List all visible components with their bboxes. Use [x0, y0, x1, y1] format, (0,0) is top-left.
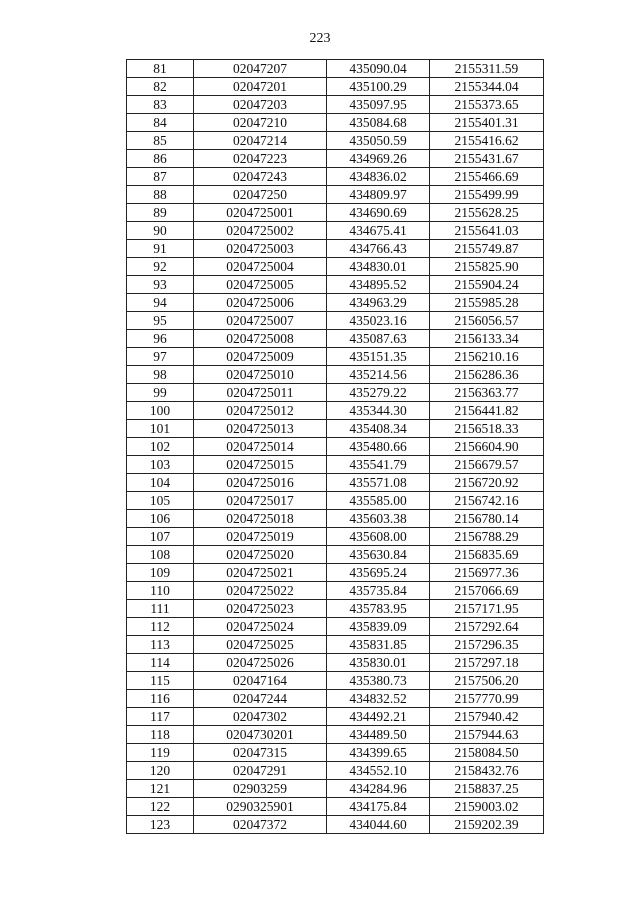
row-number-cell: 83 [127, 96, 194, 114]
table-row [127, 762, 544, 780]
row-number-cell: 123 [127, 816, 194, 834]
y-coordinate-cell: 2156720.92 [430, 474, 544, 492]
point-id-cell: 0204725002 [194, 222, 327, 240]
y-coordinate-cell: 2157944.63 [430, 726, 544, 744]
table-row [127, 636, 544, 654]
x-coordinate-cell: 435839.09 [327, 618, 430, 636]
y-coordinate-cell: 2156679.57 [430, 456, 544, 474]
y-coordinate-cell: 2158432.76 [430, 762, 544, 780]
table-row [127, 474, 544, 492]
row-number-cell: 115 [127, 672, 194, 690]
row-number-cell: 90 [127, 222, 194, 240]
row-number-cell: 92 [127, 258, 194, 276]
table-row [127, 114, 544, 132]
table-row [127, 312, 544, 330]
row-number-cell: 113 [127, 636, 194, 654]
y-coordinate-cell: 2156780.14 [430, 510, 544, 528]
x-coordinate-cell: 435151.35 [327, 348, 430, 366]
y-coordinate-cell: 2157292.64 [430, 618, 544, 636]
table-row [127, 672, 544, 690]
row-number-cell: 106 [127, 510, 194, 528]
y-coordinate-cell: 2156742.16 [430, 492, 544, 510]
row-number-cell: 95 [127, 312, 194, 330]
row-number-cell: 93 [127, 276, 194, 294]
table-row [127, 654, 544, 672]
table-row [127, 132, 544, 150]
y-coordinate-cell: 2155628.25 [430, 204, 544, 222]
row-number-cell: 87 [127, 168, 194, 186]
row-number-cell: 86 [127, 150, 194, 168]
row-number-cell: 85 [127, 132, 194, 150]
y-coordinate-cell: 2158084.50 [430, 744, 544, 762]
x-coordinate-cell: 435408.34 [327, 420, 430, 438]
point-id-cell: 02047201 [194, 78, 327, 96]
table-row [127, 258, 544, 276]
row-number-cell: 105 [127, 492, 194, 510]
y-coordinate-cell: 2156210.16 [430, 348, 544, 366]
table-row [127, 240, 544, 258]
table-row [127, 780, 544, 798]
page-number: 223 [309, 31, 331, 46]
table-row [127, 528, 544, 546]
point-id-cell: 0204725006 [194, 294, 327, 312]
x-coordinate-cell: 435695.24 [327, 564, 430, 582]
y-coordinate-cell: 2158837.25 [430, 780, 544, 798]
x-coordinate-cell: 435783.95 [327, 600, 430, 618]
y-coordinate-cell: 2157066.69 [430, 582, 544, 600]
point-id-cell: 0290325901 [194, 798, 327, 816]
row-number-cell: 100 [127, 402, 194, 420]
table-row [127, 366, 544, 384]
point-id-cell: 0204725024 [194, 618, 327, 636]
point-id-cell: 02047372 [194, 816, 327, 834]
y-coordinate-cell: 2155466.69 [430, 168, 544, 186]
y-coordinate-cell: 2156056.57 [430, 312, 544, 330]
table-row [127, 96, 544, 114]
table-row [127, 546, 544, 564]
table-row [127, 492, 544, 510]
y-coordinate-cell: 2157940.42 [430, 708, 544, 726]
row-number-cell: 89 [127, 204, 194, 222]
y-coordinate-cell: 2156835.69 [430, 546, 544, 564]
table-row [127, 168, 544, 186]
x-coordinate-cell: 435830.01 [327, 654, 430, 672]
point-id-cell: 0204725017 [194, 492, 327, 510]
y-coordinate-cell: 2155431.67 [430, 150, 544, 168]
x-coordinate-cell: 434489.50 [327, 726, 430, 744]
row-number-cell: 84 [127, 114, 194, 132]
x-coordinate-cell: 434044.60 [327, 816, 430, 834]
point-id-cell: 0204725005 [194, 276, 327, 294]
row-number-cell: 118 [127, 726, 194, 744]
table-row [127, 348, 544, 366]
table-row [127, 78, 544, 96]
y-coordinate-cell: 2157171.95 [430, 600, 544, 618]
y-coordinate-cell: 2155416.62 [430, 132, 544, 150]
row-number-cell: 110 [127, 582, 194, 600]
x-coordinate-cell: 434492.21 [327, 708, 430, 726]
x-coordinate-cell: 434832.52 [327, 690, 430, 708]
point-id-cell: 0204730201 [194, 726, 327, 744]
x-coordinate-cell: 435344.30 [327, 402, 430, 420]
y-coordinate-cell: 2156441.82 [430, 402, 544, 420]
table-row [127, 456, 544, 474]
x-coordinate-cell: 435585.00 [327, 492, 430, 510]
point-id-cell: 0204725003 [194, 240, 327, 258]
point-id-cell: 02047302 [194, 708, 327, 726]
x-coordinate-cell: 435087.63 [327, 330, 430, 348]
table-row [127, 150, 544, 168]
point-id-cell: 02047291 [194, 762, 327, 780]
y-coordinate-cell: 2156604.90 [430, 438, 544, 456]
point-id-cell: 0204725011 [194, 384, 327, 402]
row-number-cell: 104 [127, 474, 194, 492]
point-id-cell: 0204725026 [194, 654, 327, 672]
point-id-cell: 0204725008 [194, 330, 327, 348]
row-number-cell: 116 [127, 690, 194, 708]
x-coordinate-cell: 435571.08 [327, 474, 430, 492]
y-coordinate-cell: 2155373.65 [430, 96, 544, 114]
x-coordinate-cell: 434284.96 [327, 780, 430, 798]
y-coordinate-cell: 2155401.31 [430, 114, 544, 132]
x-coordinate-cell: 434809.97 [327, 186, 430, 204]
point-id-cell: 02047207 [194, 60, 327, 78]
table-row [127, 294, 544, 312]
point-id-cell: 0204725015 [194, 456, 327, 474]
table-row [127, 204, 544, 222]
row-number-cell: 94 [127, 294, 194, 312]
y-coordinate-cell: 2155749.87 [430, 240, 544, 258]
row-number-cell: 120 [127, 762, 194, 780]
point-id-cell: 0204725020 [194, 546, 327, 564]
point-id-cell: 0204725022 [194, 582, 327, 600]
x-coordinate-cell: 434766.43 [327, 240, 430, 258]
point-id-cell: 02047214 [194, 132, 327, 150]
y-coordinate-cell: 2156977.36 [430, 564, 544, 582]
table-row [127, 726, 544, 744]
point-id-cell: 02047210 [194, 114, 327, 132]
x-coordinate-cell: 434969.26 [327, 150, 430, 168]
x-coordinate-cell: 435090.04 [327, 60, 430, 78]
point-id-cell: 0204725001 [194, 204, 327, 222]
point-id-cell: 0204725018 [194, 510, 327, 528]
coordinates-table [126, 59, 544, 834]
x-coordinate-cell: 435603.38 [327, 510, 430, 528]
x-coordinate-cell: 434690.69 [327, 204, 430, 222]
point-id-cell: 0204725019 [194, 528, 327, 546]
y-coordinate-cell: 2155344.04 [430, 78, 544, 96]
row-number-cell: 122 [127, 798, 194, 816]
table-row [127, 186, 544, 204]
table-row [127, 600, 544, 618]
point-id-cell: 0204725012 [194, 402, 327, 420]
y-coordinate-cell: 2156133.34 [430, 330, 544, 348]
x-coordinate-cell: 435214.56 [327, 366, 430, 384]
row-number-cell: 91 [127, 240, 194, 258]
y-coordinate-cell: 2155825.90 [430, 258, 544, 276]
row-number-cell: 97 [127, 348, 194, 366]
point-id-cell: 0204725010 [194, 366, 327, 384]
y-coordinate-cell: 2156788.29 [430, 528, 544, 546]
table-row [127, 690, 544, 708]
point-id-cell: 0204725021 [194, 564, 327, 582]
table-row [127, 384, 544, 402]
point-id-cell: 0204725009 [194, 348, 327, 366]
y-coordinate-cell: 2159202.39 [430, 816, 544, 834]
table-row [127, 402, 544, 420]
table-row [127, 222, 544, 240]
row-number-cell: 96 [127, 330, 194, 348]
table-row [127, 582, 544, 600]
table-row [127, 420, 544, 438]
y-coordinate-cell: 2156286.36 [430, 366, 544, 384]
row-number-cell: 107 [127, 528, 194, 546]
x-coordinate-cell: 435608.00 [327, 528, 430, 546]
point-id-cell: 0204725023 [194, 600, 327, 618]
x-coordinate-cell: 435097.95 [327, 96, 430, 114]
x-coordinate-cell: 434175.84 [327, 798, 430, 816]
y-coordinate-cell: 2155985.28 [430, 294, 544, 312]
point-id-cell: 0204725004 [194, 258, 327, 276]
row-number-cell: 114 [127, 654, 194, 672]
table-row [127, 276, 544, 294]
x-coordinate-cell: 434675.41 [327, 222, 430, 240]
x-coordinate-cell: 435735.84 [327, 582, 430, 600]
x-coordinate-cell: 435630.84 [327, 546, 430, 564]
y-coordinate-cell: 2159003.02 [430, 798, 544, 816]
x-coordinate-cell: 434830.01 [327, 258, 430, 276]
x-coordinate-cell: 435831.85 [327, 636, 430, 654]
y-coordinate-cell: 2157770.99 [430, 690, 544, 708]
row-number-cell: 108 [127, 546, 194, 564]
table-body [127, 60, 544, 834]
x-coordinate-cell: 435023.16 [327, 312, 430, 330]
row-number-cell: 81 [127, 60, 194, 78]
x-coordinate-cell: 435279.22 [327, 384, 430, 402]
y-coordinate-cell: 2157297.18 [430, 654, 544, 672]
row-number-cell: 109 [127, 564, 194, 582]
row-number-cell: 88 [127, 186, 194, 204]
x-coordinate-cell: 434963.29 [327, 294, 430, 312]
y-coordinate-cell: 2155311.59 [430, 60, 544, 78]
x-coordinate-cell: 435050.59 [327, 132, 430, 150]
point-id-cell: 02047250 [194, 186, 327, 204]
row-number-cell: 117 [127, 708, 194, 726]
y-coordinate-cell: 2157506.20 [430, 672, 544, 690]
y-coordinate-cell: 2155904.24 [430, 276, 544, 294]
point-id-cell: 02903259 [194, 780, 327, 798]
table-row [127, 564, 544, 582]
x-coordinate-cell: 434552.10 [327, 762, 430, 780]
x-coordinate-cell: 435541.79 [327, 456, 430, 474]
row-number-cell: 111 [127, 600, 194, 618]
row-number-cell: 101 [127, 420, 194, 438]
point-id-cell: 0204725014 [194, 438, 327, 456]
table-row [127, 744, 544, 762]
row-number-cell: 119 [127, 744, 194, 762]
table-row [127, 60, 544, 78]
row-number-cell: 112 [127, 618, 194, 636]
table-row [127, 618, 544, 636]
table-row [127, 708, 544, 726]
table-row [127, 798, 544, 816]
x-coordinate-cell: 435480.66 [327, 438, 430, 456]
row-number-cell: 98 [127, 366, 194, 384]
table-row [127, 510, 544, 528]
point-id-cell: 0204725013 [194, 420, 327, 438]
point-id-cell: 0204725025 [194, 636, 327, 654]
point-id-cell: 0204725016 [194, 474, 327, 492]
row-number-cell: 82 [127, 78, 194, 96]
y-coordinate-cell: 2157296.35 [430, 636, 544, 654]
row-number-cell: 103 [127, 456, 194, 474]
x-coordinate-cell: 435100.29 [327, 78, 430, 96]
row-number-cell: 99 [127, 384, 194, 402]
row-number-cell: 102 [127, 438, 194, 456]
point-id-cell: 02047244 [194, 690, 327, 708]
point-id-cell: 02047203 [194, 96, 327, 114]
x-coordinate-cell: 434895.52 [327, 276, 430, 294]
x-coordinate-cell: 434399.65 [327, 744, 430, 762]
point-id-cell: 02047223 [194, 150, 327, 168]
y-coordinate-cell: 2156363.77 [430, 384, 544, 402]
table-row [127, 816, 544, 834]
point-id-cell: 0204725007 [194, 312, 327, 330]
x-coordinate-cell: 435084.68 [327, 114, 430, 132]
x-coordinate-cell: 434836.02 [327, 168, 430, 186]
point-id-cell: 02047243 [194, 168, 327, 186]
point-id-cell: 02047164 [194, 672, 327, 690]
row-number-cell: 121 [127, 780, 194, 798]
table-row [127, 438, 544, 456]
y-coordinate-cell: 2155641.03 [430, 222, 544, 240]
y-coordinate-cell: 2156518.33 [430, 420, 544, 438]
point-id-cell: 02047315 [194, 744, 327, 762]
table-row [127, 330, 544, 348]
x-coordinate-cell: 435380.73 [327, 672, 430, 690]
y-coordinate-cell: 2155499.99 [430, 186, 544, 204]
